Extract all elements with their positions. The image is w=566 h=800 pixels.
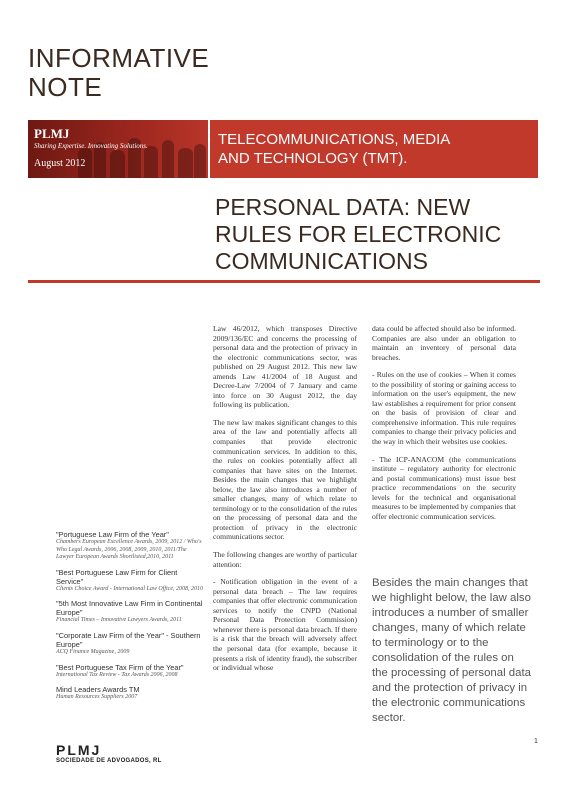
award-source: Chambers European Excellence Awards, 2009, 2012 / Who's Who Legal Awards, 2006, 2008, 2009, 2010, 2011/The Lawyer European Awards Shortlisted,2010, 2011 bbox=[56, 539, 202, 561]
award-item bbox=[56, 599, 206, 625]
award-item bbox=[56, 663, 206, 680]
award-item bbox=[56, 568, 206, 594]
document-title bbox=[28, 44, 209, 102]
headline-line-1: PERSONAL DATA: NEW bbox=[215, 194, 471, 220]
award-source: Financial Times – Innovative Lawyers Awards, 2011 bbox=[56, 617, 182, 624]
award-item bbox=[56, 685, 206, 702]
award-source: ACQ Finance Magazine, 2009 bbox=[56, 648, 130, 655]
article-headline bbox=[215, 194, 535, 275]
paragraph: The following changes are worthy of particular attention: bbox=[213, 550, 357, 569]
logo-text: PLMJ bbox=[56, 742, 102, 758]
issue-date: August 2012 bbox=[34, 158, 86, 169]
pull-quote: Besides the main changes that we highlight below, the law also introduces a number of smaller changes, many of which relate to terminology or to the consolidation of the rules on the processing of personal data and the protection of privacy in the electronic communications sector. bbox=[372, 577, 531, 724]
banner-photo bbox=[28, 120, 208, 178]
logo-subtitle: SOCIEDADE DE ADVOGADOS, RL bbox=[56, 758, 162, 764]
award-title: "Portuguese Law Firm of the Year" bbox=[56, 530, 169, 539]
paragraph: Law 46/2012, which transposes Directive 2009/136/EC and concerns the processing of personal data and the protection of privacy in the electronic communications sector, was published on 29 August 2012. This new law amends Law 41/2004 of 18 August and Decree-Law 7/2004 of 7 January and came into force on 30 August 2012, the day following its publication. bbox=[213, 324, 357, 410]
brand-name: PLMJ bbox=[34, 126, 70, 141]
award-source: International Tax Review - Tax Awards 2006, 2008 bbox=[56, 671, 178, 678]
award-title: "5th Most Innovative Law Firm in Continental Europe" bbox=[56, 599, 203, 618]
paragraph: The new law makes significant changes to this area of the law and potentially affects all companies that provide electronic communication services. In addition to this, the rules on cookies potentially affect all companies that have sites on the Internet. Besides the main changes that we highlight below, the law also introduces a number of smaller changes, many of which relate to terminology or to the consolidation of the rules on the processing of personal data and the protection of privacy in the electronic communications sector. bbox=[213, 417, 357, 542]
page-number: 1 bbox=[534, 738, 538, 745]
paragraph: data could be affected should also be informed. Companies are also under an obligation to maintain an inventory of personal data breaches. bbox=[372, 324, 516, 362]
section-line-1: TELECOMMUNICATIONS, MEDIA bbox=[218, 131, 451, 148]
section-banner bbox=[28, 120, 538, 178]
paragraph: - Rules on the use of cookies – When it comes to the possibility of storing or gaining access to information on the user's equipment, the new law establishes a requirement for prior consent on the basis of provision of clear and comprehensive information. This rule requires companies to change their privacy policies and the way in which their websites use cookies. bbox=[372, 370, 516, 447]
section-line-2: AND TECHNOLOGY (TMT). bbox=[218, 150, 408, 167]
award-item bbox=[56, 631, 206, 657]
banner-divider bbox=[208, 120, 210, 178]
award-source: Clients Choice Award - International Law Office, 2008, 2010 bbox=[56, 585, 203, 592]
headline-line-2: RULES FOR ELECTRONIC bbox=[215, 221, 502, 247]
title-line-2: NOTE bbox=[28, 72, 103, 102]
award-source: Human Resources Suppliers 2007 bbox=[56, 694, 138, 701]
body-column-2 bbox=[372, 324, 516, 529]
award-title: Mind Leaders Awards TM bbox=[56, 685, 140, 695]
section-title bbox=[218, 130, 450, 168]
award-title: "Corporate Law Firm of the Year" - Southern Europe" bbox=[56, 630, 201, 649]
paragraph: - The ICP-ANACOM (the communications institute – regulatory authority for electronic and postal communications) must issue best practice recommendations on the security levels for the technical and organisational measures to be implemented by companies that offer electronic communication services. bbox=[372, 454, 516, 521]
paragraph: - Notification obligation in the event of a personal data breach – The law requires companies that offer electronic communication services to notify the CNPD (National Personal Data Protection Commission) whenever there is personal data breach. If there is a risk that the breach will adversely affect the personal data (for example, because it presents a risk of identity fraud), the subscriber or individual whose bbox=[213, 577, 357, 673]
brand-tagline: Sharing Expertise. Innovating Solutions. bbox=[34, 142, 148, 150]
award-title: "Best Portuguese Law Firm for Client Service" bbox=[56, 567, 178, 586]
headline-rule bbox=[28, 280, 540, 283]
award-item bbox=[56, 530, 206, 562]
headline-line-3: COMMUNICATIONS bbox=[215, 248, 428, 274]
body-column-1 bbox=[213, 324, 357, 681]
award-title: "Best Portuguese Tax Firm of the Year" bbox=[56, 662, 184, 672]
title-line-1: INFORMATIVE bbox=[28, 43, 210, 73]
awards-list bbox=[56, 530, 206, 708]
plmj-logo bbox=[56, 742, 162, 764]
